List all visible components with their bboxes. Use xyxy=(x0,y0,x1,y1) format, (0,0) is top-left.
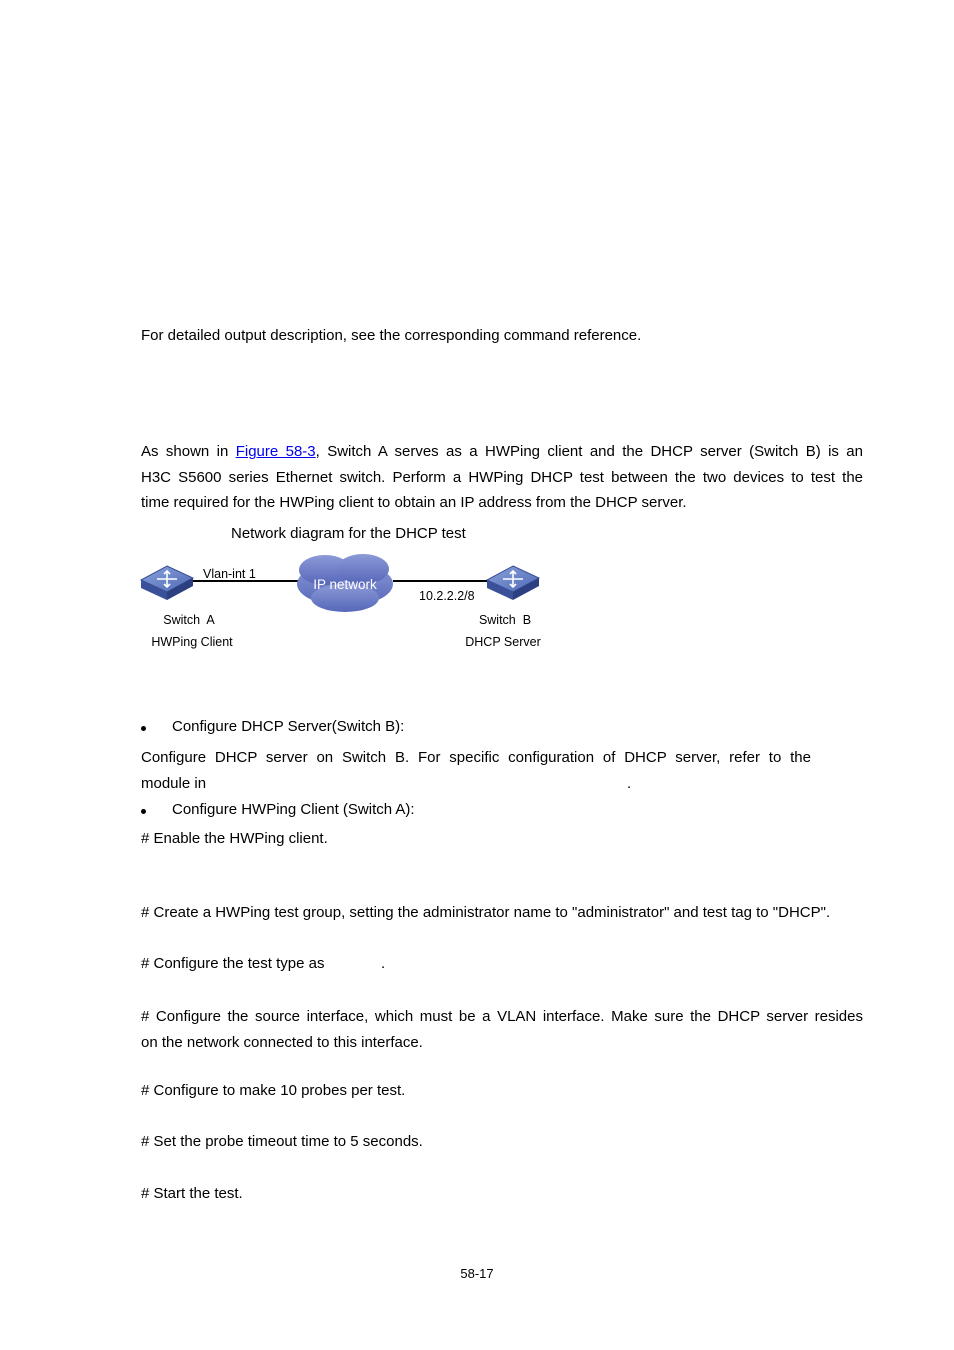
step-start-test: # Start the test. xyxy=(141,1185,243,1202)
paragraph-line-1 xyxy=(141,439,863,465)
server-config-period: . xyxy=(627,774,632,792)
cloud-label: IP network xyxy=(313,577,377,592)
network-diagram-svg xyxy=(135,548,565,658)
bullet-configure-hwping-client: Configure HWPing Client (Switch A): xyxy=(172,801,415,818)
step-source-interface xyxy=(141,1004,863,1055)
step-test-type xyxy=(141,955,386,972)
intro-text: For detailed output description, see the corresponding command reference. xyxy=(141,327,642,344)
bullet-icon xyxy=(141,809,146,814)
network-diagram xyxy=(135,548,565,658)
source-interface-line-1: # Configure the source interface, which must be a VLAN interface. Make sure the DHCP server resides xyxy=(141,1008,863,1025)
paragraph-text: As shown in xyxy=(141,443,236,460)
ip-address-label: 10.2.2.2/8 xyxy=(419,589,475,603)
switch-b-name: Switch B xyxy=(478,613,532,627)
switch-a-name: Switch A xyxy=(163,613,215,627)
step-probes: # Configure to make 10 probes per test. xyxy=(141,1082,406,1099)
bullet-configure-dhcp-server: Configure DHCP Server(Switch B): xyxy=(172,718,405,735)
network-paragraph xyxy=(141,439,863,516)
paragraph-line-2: H3C S5600 series Ethernet switch. Perform a HWPing DHCP test between the two devices to test the xyxy=(141,468,863,486)
switch-a-icon xyxy=(141,566,193,600)
step-timeout: # Set the probe timeout time to 5 seconds. xyxy=(141,1133,423,1150)
vlan-int-label: Vlan-int 1 xyxy=(203,567,256,581)
step-create-test-group: # Create a HWPing test group, setting the administrator name to "administrator" and test tag to "DHCP". xyxy=(141,904,831,921)
switch-b-role: DHCP Server xyxy=(465,635,541,649)
server-config-paragraph xyxy=(141,745,863,796)
test-type-text: # Configure the test type as xyxy=(141,955,325,972)
switch-a-role: HWPing Client xyxy=(151,635,233,649)
page-number: 58-17 xyxy=(460,1266,494,1281)
server-config-line-1: Configure DHCP server on Switch B. For specific configuration of DHCP server, refer to the xyxy=(141,749,811,766)
test-type-period: . xyxy=(381,955,386,972)
step-enable-client: # Enable the HWPing client. xyxy=(141,830,328,847)
paragraph-line-3: time required for the HWPing client to obtain an IP address from the DHCP server. xyxy=(141,494,687,511)
bullet-icon xyxy=(141,726,146,731)
server-config-text: module in xyxy=(141,774,207,792)
paragraph-text: , Switch A serves as a HWPing client and the DHCP server (Switch B) is an xyxy=(315,443,863,460)
switch-b-icon xyxy=(487,566,539,600)
source-interface-line-2: on the network connected to this interface. xyxy=(141,1033,423,1051)
figure-caption: Network diagram for the DHCP test xyxy=(231,525,466,542)
figure-link[interactable]: Figure 58-3 xyxy=(235,443,316,460)
server-config-line-2 xyxy=(141,771,863,797)
